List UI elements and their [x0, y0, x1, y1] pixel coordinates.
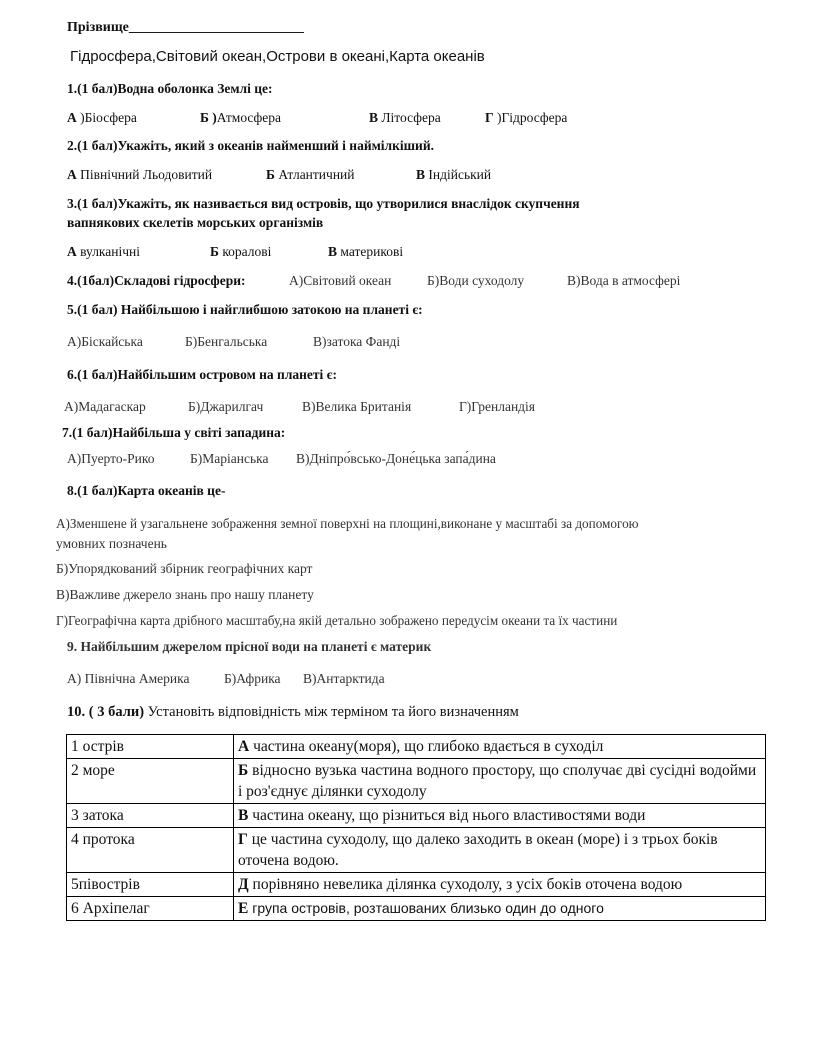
question-10-text: Установіть відповідність між терміном та його визначенням: [144, 704, 519, 720]
definition-cell: Е група островів, розташованих близько один до одного: [234, 897, 766, 921]
q2-option-a: А Північний Льодовитий: [67, 167, 213, 182]
question-3-number: 3.(1 бал): [67, 196, 118, 211]
term-cell: 2 море: [67, 759, 234, 804]
question-4: [67, 273, 245, 289]
q9-option-a: А) Північна Америка: [67, 671, 190, 686]
q6-option-c: В)Велика Британія: [302, 399, 412, 414]
q5-option-b: Б)Бенгальська: [185, 334, 268, 349]
table-row: [67, 897, 766, 921]
question-3-text-cont: вапнякових скелетів морських організмів: [67, 215, 324, 230]
definition-cell: Б відносно вузька частина водного простору, що сполучає дві сусідні водойми і роз'єднує ділянки суходолу: [234, 759, 766, 804]
q3-option-c: В материкові: [328, 244, 404, 259]
definition-cell: Г це частина суходолу, що далеко заходить в океан (море) і з трьох боків оточена водою.: [234, 828, 766, 873]
question-10-number: 10. ( 3 бали): [67, 704, 145, 720]
term-cell: 3 затока: [67, 804, 234, 828]
q1-option-c: В Літосфера: [369, 110, 441, 125]
matching-table: [66, 734, 766, 921]
q8-option-b: Б)Упорядкований збірник географічних карт: [56, 561, 313, 576]
table-row: [67, 828, 766, 873]
question-5-number: 5.(1 бал): [67, 302, 118, 317]
q6-option-d: Г)Гренландія: [459, 399, 536, 414]
question-5: [67, 302, 423, 318]
q8-option-d: Г)Географічна карта дрібного масштабу,на якій детально зображено передусім океани та їх частини: [56, 613, 618, 628]
q2-option-b: Б Атлантичний: [266, 167, 355, 182]
question-10: [67, 704, 519, 721]
question-1: [67, 81, 273, 97]
question-1-text: Водна оболонка Землі це:: [117, 81, 273, 96]
question-7-number: 7.(1 бал): [62, 425, 113, 440]
q9-option-c: В)Антарктида: [303, 671, 385, 686]
q6-option-a: А)Мадагаскар: [64, 399, 146, 414]
q1-option-a: А )Біосфера: [67, 110, 137, 125]
q4-option-c: В)Вода в атмосфері: [567, 273, 681, 288]
q7-option-c: В)Дніпро́всько-Доне́цька запа́дина: [296, 451, 496, 466]
q5-option-c: В)затока Фанді: [313, 334, 401, 349]
term-cell: 1 острів: [67, 735, 234, 759]
question-2-text: Укажіть, який з океанів найменший і наймілкіший.: [117, 138, 434, 153]
question-7: [62, 425, 285, 441]
q7-option-b: Б)Маріанська: [190, 451, 269, 466]
q8-option-c: В)Важливе джерело знань про нашу планету: [56, 587, 314, 602]
q2-option-c: В Індійський: [416, 167, 492, 182]
question-8-number: 8.(1 бал): [67, 483, 118, 498]
surname-line: [67, 20, 304, 36]
term-cell: 6 Архіпелаг: [67, 897, 234, 921]
question-6-number: 6.(1 бал): [67, 367, 118, 382]
question-9: [67, 639, 431, 655]
definition-cell: В частина океану, що різниться від нього властивостями води: [234, 804, 766, 828]
question-3-text: Укажіть, як називається вид островів, що утворилися внаслідок скупчення: [117, 196, 580, 211]
q6-option-b: Б)Джарилгач: [188, 399, 264, 414]
page-title: Гідросфера,Світовий океан,Острови в океані,Карта океанів: [70, 48, 485, 65]
question-8: [67, 483, 225, 499]
q4-option-b: Б)Води суходолу: [427, 273, 525, 288]
definition-cell: А частина океану(моря), що глибоко вдається в суходіл: [234, 735, 766, 759]
definition-cell: Д порівняно невелика ділянка суходолу, з усіх боків оточена водою: [234, 873, 766, 897]
q3-option-b: Б коралові: [210, 244, 272, 259]
question-3: [67, 196, 580, 212]
q9-option-b: Б)Африка: [224, 671, 281, 686]
question-2: [67, 138, 434, 154]
question-9-number: 9.: [67, 639, 78, 654]
question-6-text: Найбільшим островом на планеті є:: [117, 367, 338, 382]
question-4-number: 4.(1бал): [67, 273, 115, 288]
q8-option-a-cont: умовних позначень: [56, 536, 167, 551]
surname-blank: _________________________: [128, 20, 304, 35]
question-5-text: Найбільшою і найглибшою затокою на планеті є:: [117, 302, 423, 317]
question-7-text: Найбільша у світі западина:: [112, 425, 286, 440]
question-8-text: Карта океанів це-: [117, 483, 226, 498]
q7-option-a: А)Пуерто-Рико: [67, 451, 155, 466]
surname-label: Прізвище: [67, 20, 129, 35]
table-row: [67, 735, 766, 759]
q1-option-b: Б )Атмосфера: [200, 110, 282, 125]
q1-option-d: Г )Гідросфера: [485, 110, 568, 125]
table-row: [67, 804, 766, 828]
q3-option-a: А вулканічні: [67, 244, 141, 259]
table-row: [67, 873, 766, 897]
question-1-number: 1.(1 бал): [67, 81, 118, 96]
table-row: [67, 759, 766, 804]
term-cell: 5півострів: [67, 873, 234, 897]
q4-option-a: А)Світовий океан: [289, 273, 392, 288]
q5-option-a: А)Біскайська: [67, 334, 143, 349]
question-4-text: Складові гідросфери:: [114, 273, 246, 288]
question-9-text: Найбільшим джерелом прісної води на планеті є материк: [77, 639, 432, 654]
term-cell: 4 протока: [67, 828, 234, 873]
question-2-number: 2.(1 бал): [67, 138, 118, 153]
question-6: [67, 367, 337, 383]
q8-option-a: А)Зменшене й узагальнене зображення земної поверхні на площині,виконане у масштабі за допомогою: [56, 516, 639, 531]
